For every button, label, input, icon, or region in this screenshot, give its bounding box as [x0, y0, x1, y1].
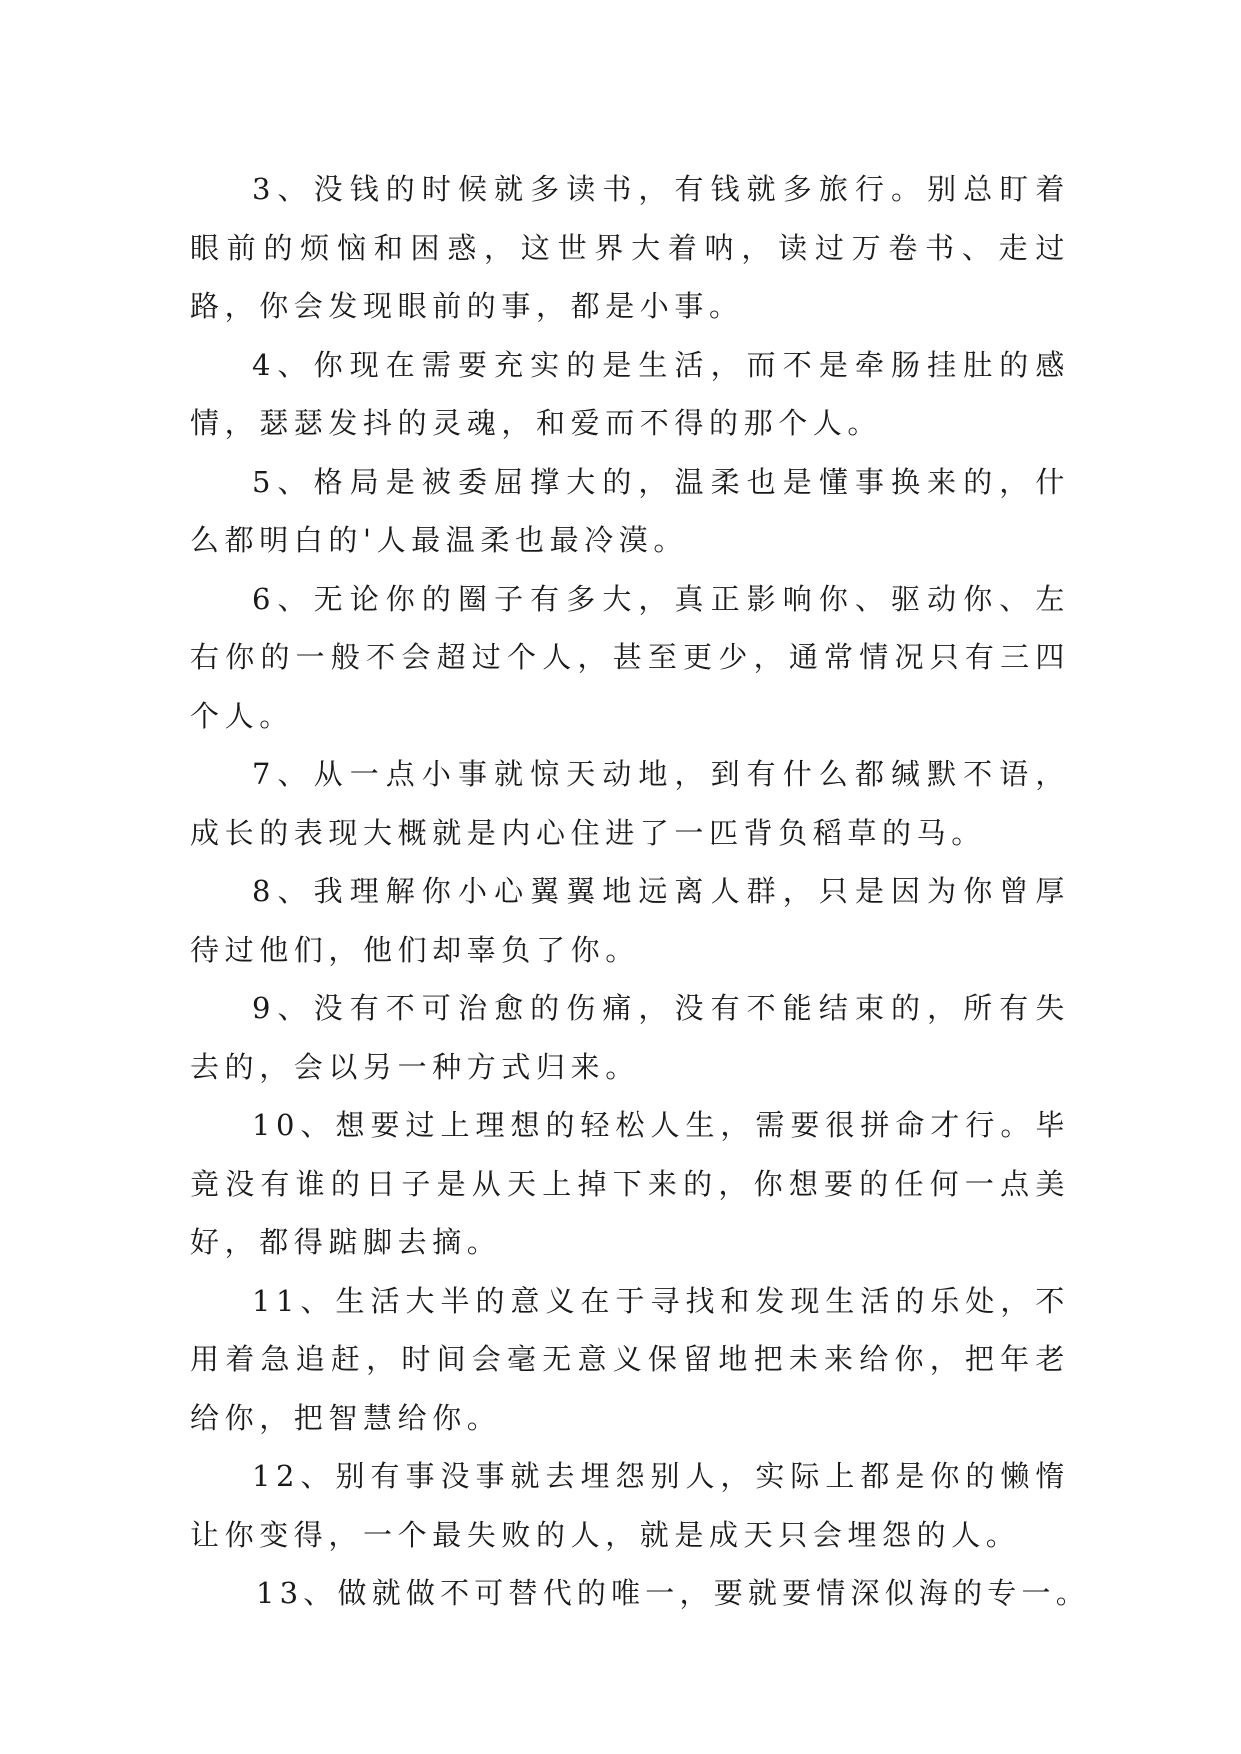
paragraph-3: 3、没钱的时候就多读书，有钱就多旅行。别总盯着眼前的烦恼和困惑，这世界大着呐，读过万卷书、走过路，你会发现眼前的事，都是小事。	[190, 172, 1070, 323]
paragraph-8: 8、我理解你小心翼翼地远离人群，只是因为你曾厚待过他们，他们却辜负了你。	[190, 874, 1070, 967]
paragraph-13: 13、做就做不可替代的唯一，要就要情深似海的专一。	[256, 1576, 1090, 1610]
paragraph-5: 5、格局是被委屈撑大的，温柔也是懂事换来的，什么都明白的'人最温柔也最冷漠。	[190, 464, 1070, 557]
document-body	[190, 160, 1090, 1623]
paragraph-10: 10、想要过上理想的轻松人生，需要很拼命才行。毕竟没有谁的日子是从天上掉下来的，你想要的任何一点美好，都得踮脚去摘。	[190, 1108, 1070, 1259]
paragraph-7: 7、从一点小事就惊天动地，到有什么都缄默不语，成长的表现大概就是内心住进了一匹背负稻草的马。	[190, 757, 1070, 850]
paragraph-11: 11、生活大半的意义在于寻找和发现生活的乐处，不用着急追赶，时间会毫无意义保留地把未来给你，把年老给你，把智慧给你。	[190, 1283, 1070, 1435]
paragraph-4: 4、你现在需要充实的是生活，而不是牵肠挂肚的感情，瑟瑟发抖的灵魂，和爱而不得的那个人。	[190, 347, 1070, 440]
paragraph-12: 12、别有事没事就去埋怨别人，实际上都是你的懒惰让你变得，一个最失败的人，就是成天只会埋怨的人。	[190, 1459, 1070, 1552]
paragraph-9: 9、没有不可治愈的伤痛，没有不能结束的，所有失去的，会以另一种方式归来。	[190, 991, 1070, 1084]
paragraph-6: 6、无论你的圈子有多大，真正影响你、驱动你、左右你的一般不会超过个人，甚至更少，通常情况只有三四个人。	[190, 581, 1070, 733]
